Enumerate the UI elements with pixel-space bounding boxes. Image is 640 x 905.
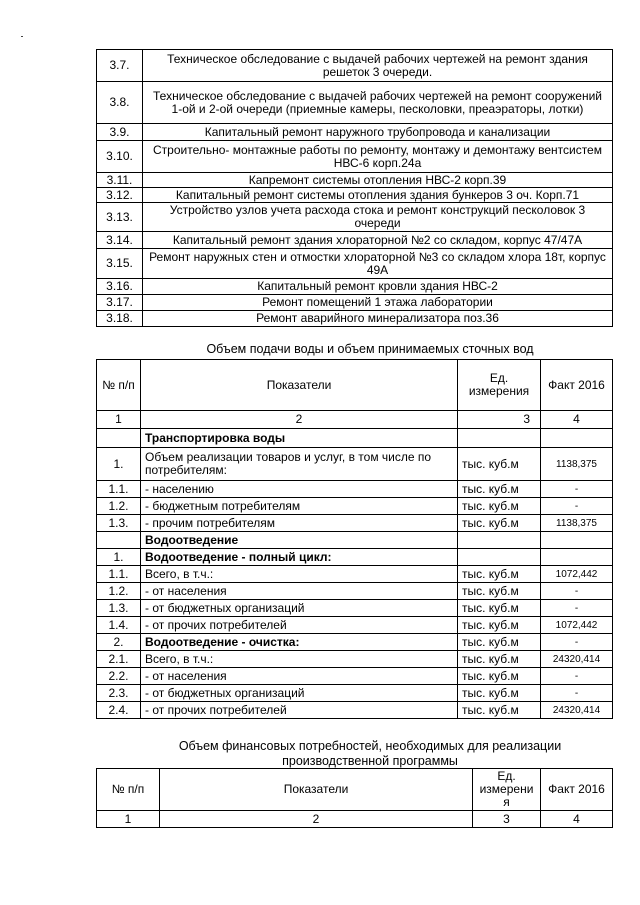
colnum-4: 4: [541, 811, 613, 828]
row-number: 2.1.: [97, 651, 141, 668]
volume-row: [97, 685, 613, 702]
work-description: Техническое обследование с выдачей рабочих чертежей на ремонт здания решеток 3 очереди.: [143, 50, 613, 82]
header-num: № п/п: [97, 769, 160, 811]
work-description: Капитальный ремонт здания хлораторной №2 со складом, корпус 47/47А: [143, 232, 613, 249]
row-number: 1.1.: [97, 481, 141, 498]
works-row: [97, 188, 613, 203]
row-number: 1.2.: [97, 583, 141, 600]
finance-colnum-row: [97, 811, 613, 828]
row-unit: тыс. куб.м: [458, 634, 541, 651]
volume-row: [97, 617, 613, 634]
row-unit: [458, 429, 541, 448]
row-fact-value: 24320,414: [541, 651, 613, 668]
volume-row: [97, 448, 613, 481]
work-number: 3.18.: [97, 311, 143, 327]
works-row: [97, 124, 613, 141]
volume-table: [96, 359, 613, 719]
row-indicator: Объем реализации товаров и услуг, в том числе по потребителям:: [141, 448, 458, 481]
row-indicator: Всего, в т.ч.:: [141, 651, 458, 668]
row-fact-value: 1138,375: [541, 448, 613, 481]
volume-row: [97, 429, 613, 448]
row-indicator: - от бюджетных организаций: [141, 685, 458, 702]
volume-row: [97, 515, 613, 532]
row-fact-value: [541, 532, 613, 549]
work-number: 3.17.: [97, 295, 143, 311]
row-unit: тыс. куб.м: [458, 448, 541, 481]
row-unit: тыс. куб.м: [458, 481, 541, 498]
row-unit: тыс. куб.м: [458, 617, 541, 634]
row-fact-value: [541, 549, 613, 566]
row-fact-value: -: [541, 481, 613, 498]
volume-row: [97, 702, 613, 719]
work-number: 3.9.: [97, 124, 143, 141]
row-unit: тыс. куб.м: [458, 498, 541, 515]
row-number: 1.: [97, 448, 141, 481]
work-number: 3.8.: [97, 82, 143, 124]
row-number: [97, 532, 141, 549]
row-number: 1.3.: [97, 600, 141, 617]
row-indicator: - прочим потребителям: [141, 515, 458, 532]
volume-row: [97, 668, 613, 685]
row-indicator: - от населения: [141, 583, 458, 600]
row-number: 2.3.: [97, 685, 141, 702]
works-row: [97, 249, 613, 279]
colnum-3: 3: [458, 411, 541, 429]
works-row: [97, 279, 613, 295]
row-indicator: Транспортировка воды: [141, 429, 458, 448]
works-row: [97, 82, 613, 124]
row-number: 1.2.: [97, 498, 141, 515]
works-row: [97, 203, 613, 232]
volume-row: [97, 634, 613, 651]
row-unit: тыс. куб.м: [458, 583, 541, 600]
row-fact-value: 24320,414: [541, 702, 613, 719]
works-row: [97, 295, 613, 311]
work-number: 3.7.: [97, 50, 143, 82]
row-fact-value: -: [541, 498, 613, 515]
works-table: [96, 49, 613, 327]
header-unit: Ед. измерени я: [473, 769, 541, 811]
works-row: [97, 173, 613, 188]
row-indicator: Водоотведение - полный цикл:: [141, 549, 458, 566]
row-fact-value: -: [541, 634, 613, 651]
colnum-1: 1: [97, 411, 141, 429]
row-fact-value: 1138,375: [541, 515, 613, 532]
volume-row: [97, 549, 613, 566]
works-row: [97, 311, 613, 327]
header-unit: Ед. измерения: [458, 360, 541, 411]
colnum-2: 2: [141, 411, 458, 429]
work-description: Техническое обследование с выдачей рабочих чертежей на ремонт сооружений 1-ой и 2-ой очереди (приемные камеры, песколовки, преаэраторы, лотки): [143, 82, 613, 124]
row-unit: тыс. куб.м: [458, 668, 541, 685]
volume-row: [97, 532, 613, 549]
header-fact: Факт 2016: [541, 769, 613, 811]
row-unit: тыс. куб.м: [458, 685, 541, 702]
finance-caption-line1: Объем финансовых потребностей, необходимых для реализации: [178, 739, 562, 753]
row-fact-value: -: [541, 600, 613, 617]
work-description: Ремонт аварийного минерализатора поз.36: [143, 311, 613, 327]
scan-speck: [21, 36, 23, 37]
row-number: 1.: [97, 549, 141, 566]
header-fact: Факт 2016: [541, 360, 613, 411]
volume-row: [97, 600, 613, 617]
row-number: 1.3.: [97, 515, 141, 532]
row-indicator: - бюджетным потребителям: [141, 498, 458, 515]
volume-row: [97, 566, 613, 583]
volume-header-row: [97, 360, 613, 411]
row-number: 2.2.: [97, 668, 141, 685]
row-indicator: - от прочих потребителей: [141, 617, 458, 634]
work-description: Капитальный ремонт наружного трубопровода и канализации: [143, 124, 613, 141]
work-description: Ремонт помещений 1 этажа лаборатории: [143, 295, 613, 311]
works-row: [97, 50, 613, 82]
work-description: Устройство узлов учета расхода стока и ремонт конструкций песколовок 3 очереди: [143, 203, 613, 232]
finance-table: [96, 768, 613, 828]
row-fact-value: 1072,442: [541, 566, 613, 583]
works-row: [97, 232, 613, 249]
row-indicator: - от прочих потребителей: [141, 702, 458, 719]
row-indicator: Водоотведение - очистка:: [141, 634, 458, 651]
row-indicator: Всего, в т.ч.:: [141, 566, 458, 583]
row-unit: [458, 532, 541, 549]
row-fact-value: [541, 429, 613, 448]
row-number: 1.1.: [97, 566, 141, 583]
work-number: 3.14.: [97, 232, 143, 249]
work-number: 3.16.: [97, 279, 143, 295]
row-fact-value: -: [541, 685, 613, 702]
row-indicator: - населению: [141, 481, 458, 498]
colnum-3: 3: [473, 811, 541, 828]
work-number: 3.12.: [97, 188, 143, 203]
row-fact-value: -: [541, 668, 613, 685]
finance-caption-line2: производственной программы: [282, 754, 458, 768]
work-number: 3.11.: [97, 173, 143, 188]
work-description: Ремонт наружных стен и отмостки хлораторной №3 со складом хлора 18т, корпус 49А: [143, 249, 613, 279]
work-description: Капитальный ремонт кровли здания НВС-2: [143, 279, 613, 295]
work-description: Капитальный ремонт системы отопления здания бункеров 3 оч. Корп.71: [143, 188, 613, 203]
row-unit: тыс. куб.м: [458, 600, 541, 617]
row-fact-value: 1072,442: [541, 617, 613, 634]
row-fact-value: -: [541, 583, 613, 600]
volume-row: [97, 651, 613, 668]
work-number: 3.13.: [97, 203, 143, 232]
volume-row: [97, 498, 613, 515]
colnum-2: 2: [160, 811, 473, 828]
colnum-4: 4: [541, 411, 613, 429]
row-indicator: - от бюджетных организаций: [141, 600, 458, 617]
works-row: [97, 141, 613, 173]
volume-row: [97, 583, 613, 600]
row-number: 1.4.: [97, 617, 141, 634]
volume-colnum-row: [97, 411, 613, 429]
work-number: 3.10.: [97, 141, 143, 173]
header-name: Показатели: [160, 769, 473, 811]
row-unit: тыс. куб.м: [458, 566, 541, 583]
row-indicator: Водоотведение: [141, 532, 458, 549]
volume-row: [97, 481, 613, 498]
volume-caption: Объем подачи воды и объем принимаемых сточных вод: [206, 342, 534, 356]
colnum-1: 1: [97, 811, 160, 828]
header-name: Показатели: [141, 360, 458, 411]
work-description: Капремонт системы отопления НВС-2 корп.39: [143, 173, 613, 188]
row-number: 2.4.: [97, 702, 141, 719]
work-description: Строительно- монтажные работы по ремонту, монтажу и демонтажу вентсистем НВС-6 корп.24а: [143, 141, 613, 173]
row-unit: тыс. куб.м: [458, 515, 541, 532]
header-num: № п/п: [97, 360, 141, 411]
row-unit: тыс. куб.м: [458, 651, 541, 668]
row-unit: тыс. куб.м: [458, 702, 541, 719]
finance-header-row: [97, 769, 613, 811]
row-number: [97, 429, 141, 448]
work-number: 3.15.: [97, 249, 143, 279]
row-number: 2.: [97, 634, 141, 651]
row-unit: [458, 549, 541, 566]
row-indicator: - от населения: [141, 668, 458, 685]
